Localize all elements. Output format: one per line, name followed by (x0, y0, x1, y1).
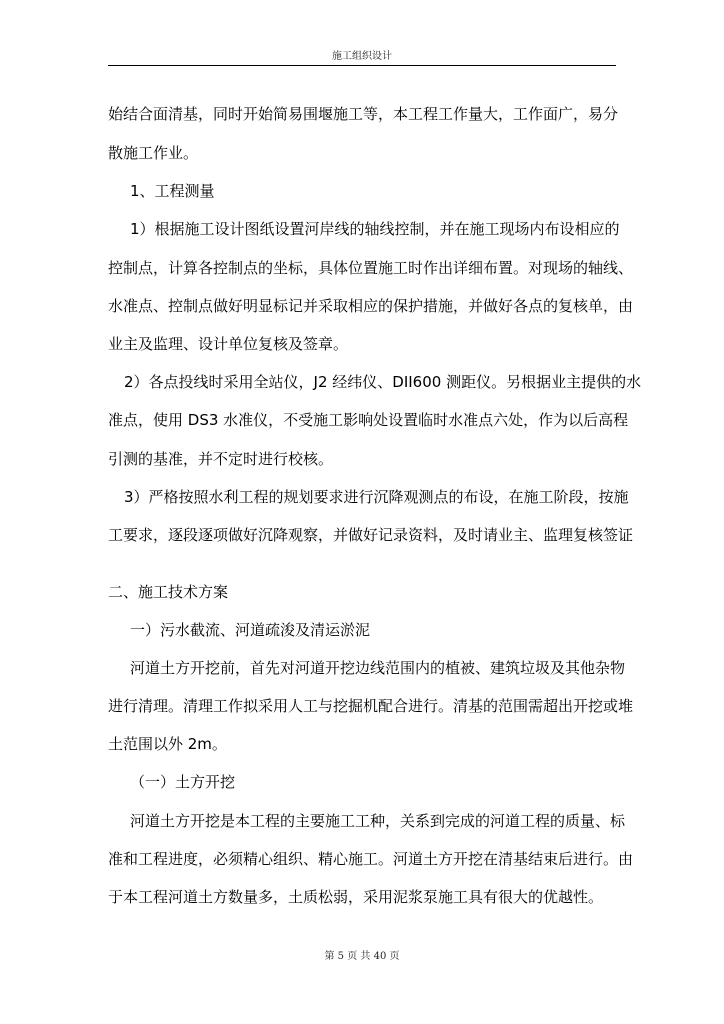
body-line: 2）各点投线时采用全站仪，J2 经纬仪、DII600 测距仪。另根据业主提供的水 (124, 373, 642, 391)
body-line: 水准点、控制点做好明显标记并采取相应的保护措施，并做好各点的复核单，由 (108, 297, 634, 315)
body-line: 3）严格按照水利工程的规划要求进行沉降观测点的布设，在施工阶段，按施 (124, 488, 629, 506)
subsection-heading-earthwork: （一）土方开挖 (130, 773, 236, 791)
body-line: 业主及监理、设计单位复核及签章。 (108, 335, 349, 353)
page-header-title: 施工组织设计 (332, 51, 392, 62)
section-heading-construction-plan: 二、施工技术方案 (108, 583, 229, 601)
header-divider (108, 65, 616, 66)
body-line: 准点，使用 DS3 水准仪，不受施工影响处设置临时水准点六处，作为以后高程 (108, 411, 629, 429)
body-line: 引测的基准，并不定时进行校核。 (108, 450, 334, 468)
body-line: 河道土方开挖是本工程的主要施工工种，关系到完成的河道工程的质量、标 (130, 812, 626, 830)
body-line: 土范围以外 2m。 (108, 735, 227, 753)
body-line: 于本工程河道土方数量多，土质松弱，采用泥浆泵施工具有很大的优越性。 (108, 888, 604, 906)
body-line: 河道土方开挖前，首先对河道开挖边线范围内的植被、建筑垃圾及其他杂物 (130, 659, 626, 677)
page-footer: 第 5 页 共 40 页 (324, 951, 400, 962)
body-line: 控制点，计算各控制点的坐标，具体位置施工时作出详细布置。对现场的轴线、 (108, 259, 634, 277)
subsection-heading: 一）污水截流、河道疏浚及清运淤泥 (130, 621, 371, 639)
section-heading-survey: 1、工程测量 (130, 182, 215, 200)
body-line: 工要求，逐段逐项做好沉降观察，并做好记录资料，及时请业主、监理复核签证 (108, 526, 634, 544)
body-line: 散施工作业。 (108, 144, 199, 162)
body-line: 1）根据施工设计图纸设置河岸线的轴线控制，并在施工现场内布设相应的 (130, 220, 620, 238)
body-line: 准和工程进度，必须精心组织、精心施工。河道土方开挖在清基结束后进行。由 (108, 850, 634, 868)
body-line: 始结合面清基，同时开始简易围堰施工等，本工程工作量大，工作面广，易分 (108, 105, 619, 123)
body-line: 进行清理。清理工作拟采用人工与挖掘机配合进行。清基的范围需超出开挖或堆 (108, 697, 634, 715)
